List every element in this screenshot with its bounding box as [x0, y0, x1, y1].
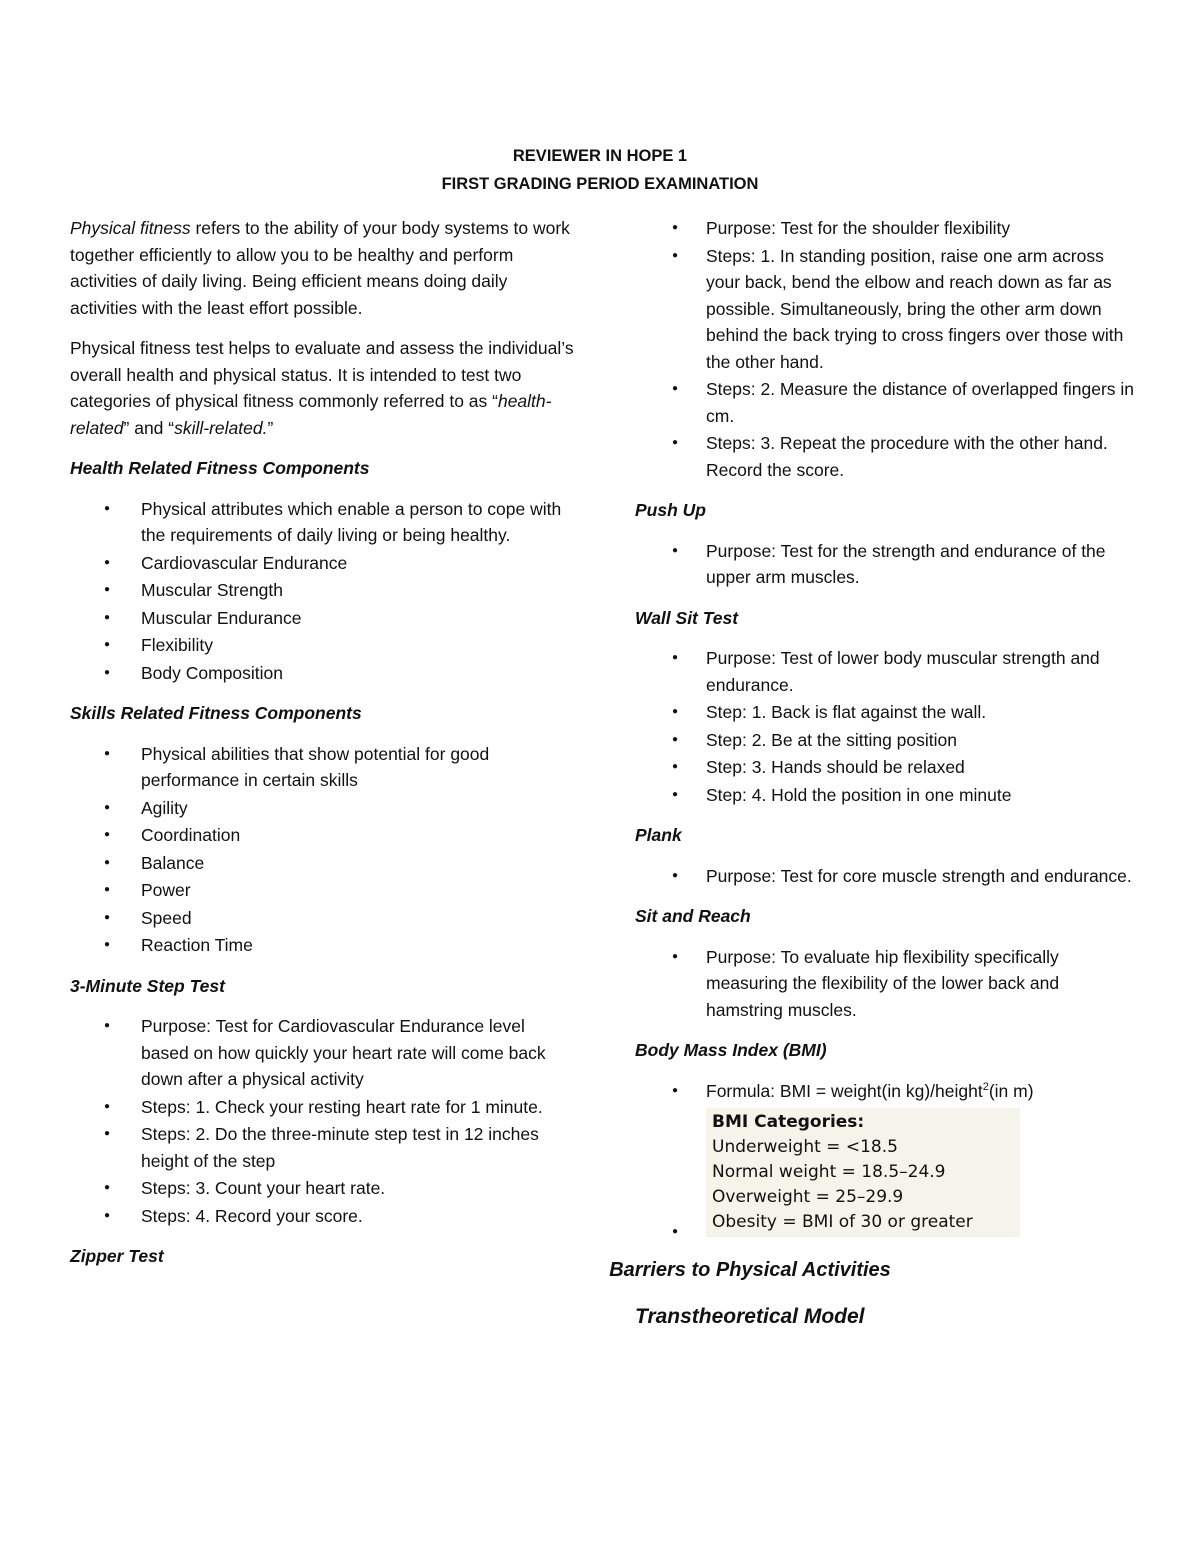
list-item: ● Coordination: [70, 822, 575, 849]
step-test-list: [70, 1013, 575, 1229]
skills-heading: Skills Related Fitness Components: [70, 703, 362, 723]
list-item: ● Steps: 2. Measure the distance of overlapped fingers in cm.: [635, 376, 1135, 429]
bmi-category: Obesity = BMI of 30 or greater: [712, 1212, 973, 1232]
list-item: ● Muscular Strength: [70, 577, 575, 604]
document-title: REVIEWER IN HOPE 1: [512, 147, 688, 165]
pushup-list: [635, 538, 1135, 591]
list-item: ● Step: 4. Hold the position in one minute: [635, 782, 1135, 809]
list-item: ● Reaction Time: [70, 932, 575, 959]
bmi-categories-image: [706, 1108, 1020, 1237]
left-column: [70, 215, 575, 1284]
bmi-heading: Body Mass Index (BMI): [635, 1040, 827, 1060]
list-item: ● Power: [70, 877, 575, 904]
intro-paragraph-2: Physical fitness test helps to evaluate and assess the individual’s overall health and physical status. It is intended to test two categories of physical fitness commonly referred to as “health-related” and “skill-related.”: [70, 338, 574, 438]
skills-list: [70, 741, 575, 959]
bmi-categories-title: BMI Categories:: [712, 1112, 865, 1132]
list-item: ● Steps: 4. Record your score.: [70, 1203, 575, 1230]
bmi-category: Overweight = 25–29.9: [712, 1187, 904, 1207]
list-item: ● Speed: [70, 905, 575, 932]
intro-paragraph-1: Physical fitness refers to the ability of your body systems to work together efficiently to allow you to be healthy and perform activities of daily living. Being efficient means doing daily activities with the least effort possible.: [70, 218, 570, 318]
plank-heading: Plank: [635, 825, 682, 845]
list-item: ● Step: 3. Hands should be relaxed: [635, 754, 1135, 781]
health-list: [70, 496, 575, 687]
bmi-category: Underweight = <18.5: [712, 1137, 898, 1157]
bmi-formula: ● Formula: BMI = weight(in kg)/height$^2$(in m): [635, 1078, 1135, 1105]
right-column: ● Purpose: Test for the shoulder flexibility ● Steps: 1. In standing position, raise one arm across your back, bend the elbow and reach down as far as possible. Simultaneously, bring the other arm down behind the back trying to cross fingers over those with the other hand. ● Steps: 2. Measure the distance of overlapped fingers in cm. ● Steps: 3. Repeat the procedure with the other hand. Record the score. Push Up ● Purpose: Test for the strength and endurance of the upper arm muscles. Wall Sit Test ● Purpose: Test of lower body muscular strength and endurance. ● Step: 1. Back is flat against the wall. ● Step: 2. Be at the sitting position ● Step: 3. Hands should be relaxed ● Step: 4. Hold the position in one minute Plank ● Purpose: Test for core muscle strength and endurance. Sit and Reach ● Purpose: To evaluate hip flexibility specifically measuring the flexibility of the lower back and hamstring muscles. Body Mass Index (BMI) ● Formula: BMI = weight(in kg)/height$^2$(in m) BMI Categories: Underweight = <18.5 Normal weight = 18.5–24.9 Overweight = 25–29.9 Obesity = BMI of 30 or greater ● Barriers to Physical Activities Transtheoretical Model: [635, 215, 1135, 1330]
barriers-heading: Barriers to Physical Activities: [609, 1259, 891, 1281]
list-item: ● Purpose: Test for the shoulder flexibility: [635, 215, 1135, 242]
list-item: ● Cardiovascular Endurance: [70, 550, 575, 577]
document-subtitle: FIRST GRADING PERIOD EXAMINATION: [441, 175, 759, 193]
zipper-list: [635, 215, 1135, 483]
list-item: ● Physical abilities that show potential for good performance in certain skills: [70, 741, 575, 794]
list-item: ● Steps: 2. Do the three-minute step test in 12 inches height of the step: [70, 1121, 575, 1174]
model-heading: Transtheoretical Model: [635, 1304, 865, 1328]
list-item: ● Purpose: Test for Cardiovascular Endurance level based on how quickly your heart rate will come back down after a physical activity: [70, 1013, 575, 1093]
pushup-heading: Push Up: [635, 500, 706, 520]
list-item: ● Physical attributes which enable a person to cope with the requirements of daily living or being healthy.: [70, 496, 575, 549]
term-physical-fitness: Physical fitness: [70, 218, 191, 238]
list-item: ● Purpose: Test for core muscle strength and endurance.: [635, 863, 1135, 890]
bmi-category: Normal weight = 18.5–24.9: [712, 1162, 946, 1182]
wallsit-heading: Wall Sit Test: [635, 607, 739, 628]
list-item: ● Steps: 3. Repeat the procedure with the other hand. Record the score.: [635, 430, 1135, 483]
list-item: ● Step: 2. Be at the sitting position: [635, 727, 1135, 754]
list-item: ● Purpose: To evaluate hip flexibility specifically measuring the flexibility of the lower back and hamstring muscles.: [635, 944, 1135, 1024]
list-item: ● Flexibility: [70, 632, 575, 659]
list-item: ● Steps: 1. In standing position, raise one arm across your back, bend the elbow and reach down as far as possible. Simultaneously, bring the other arm down behind the back trying to cross fingers over those with the other hand.: [635, 243, 1135, 376]
list-item: ● Body Composition: [70, 660, 575, 687]
list-item: ● Purpose: Test of lower body muscular strength and endurance.: [635, 645, 1135, 698]
step-test-heading: 3-Minute Step Test: [70, 975, 225, 996]
list-item: ● Purpose: Test for the strength and endurance of the upper arm muscles.: [635, 538, 1135, 591]
sitreach-list: [635, 944, 1135, 1024]
list-item: ● Muscular Endurance: [70, 605, 575, 632]
zipper-heading: Zipper Test: [70, 1246, 164, 1266]
list-item: ● Steps: 3. Count your heart rate.: [70, 1175, 575, 1202]
plank-list: [635, 863, 1135, 890]
list-item: ● Step: 1. Back is flat against the wall.: [635, 699, 1135, 726]
list-item: ● Steps: 1. Check your resting heart rate for 1 minute.: [70, 1094, 575, 1121]
wallsit-list: [635, 645, 1135, 808]
bmi-list: [635, 1078, 1135, 1105]
sitreach-heading: Sit and Reach: [635, 906, 751, 926]
list-item: ● Balance: [70, 850, 575, 877]
health-heading: Health Related Fitness Components: [70, 458, 370, 478]
list-item: ● Agility: [70, 795, 575, 822]
